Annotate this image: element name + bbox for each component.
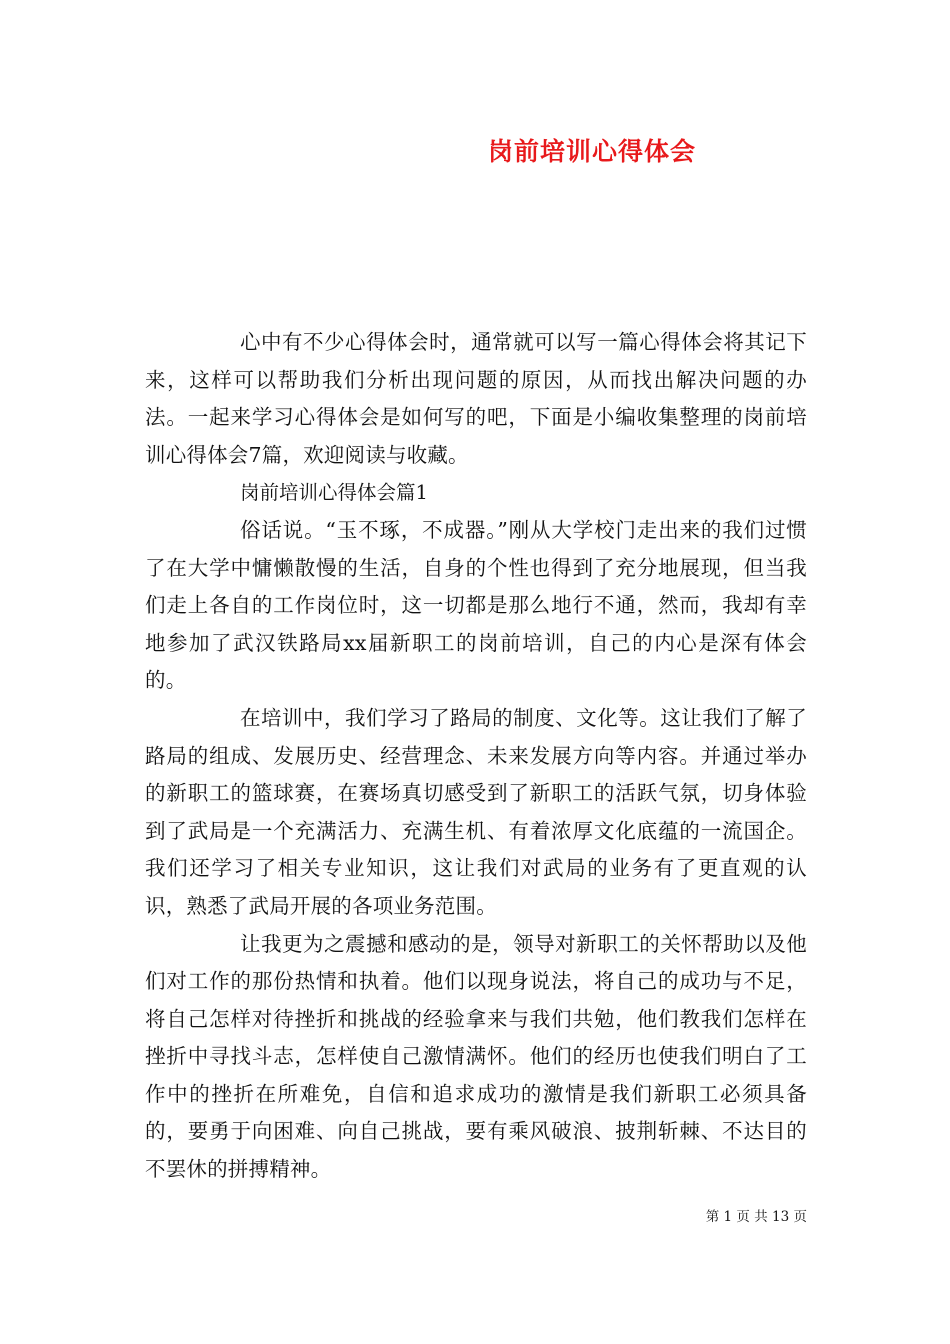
page-number-footer: 第 1 页 共 13 页 [705,1209,807,1225]
section-heading: 岗前培训心得体会篇1 [240,481,428,505]
body-paragraph: 俗话说。“玉不琢，不成器。”刚从大学校门走出来的我们过惯了在大学中慵懒散慢的生活，自身的个性也得到了充分地展现，但当我们走上各自的工作岗位时，这一切都是那么地行不通，然而，我却有幸地参加了武汉铁路局xx届新职工的岗前培训，自己的内心是深有体会的。 [145,517,807,693]
body-paragraph: 在培训中，我们学习了路局的制度、文化等。这让我们了解了路局的组成、发展历史、经营理念、未来发展方向等内容。并通过举办的新职工的篮球赛，在赛场真切感受到了新职工的活跃气氛，切身体验到了武局是一个充满活力、充满生机、有着浓厚文化底蕴的一流国企。我们还学习了相关专业知识，这让我们对武局的业务有了更直观的认识，熟悉了武局开展的各项业务范围。 [145,705,807,918]
body-paragraph: 让我更为之震撼和感动的是，领导对新职工的关怀帮助以及他们对工作的那份热情和执着。他们以现身说法，将自己的成功与不足，将自己怎样对待挫折和挑战的经验拿来与我们共勉，他们教我们怎样在挫折中寻找斗志，怎样使自己激情满怀。他们的经历也使我们明白了工作中的挫折在所难免，自信和追求成功的激情是我们新职工必须具备的，要勇于向困难、向自己挑战，要有乘风破浪、披荆斩棘、不达目的不罢休的拼搏精神。 [145,931,807,1182]
document-title: 岗前培训心得体会 [488,137,697,166]
document-body [145,324,807,1189]
intro-paragraph: 心中有不少心得体会时，通常就可以写一篇心得体会将其记下来，这样可以帮助我们分析出现问题的原因，从而找出解决问题的办法。一起来学习心得体会是如何写的吧，下面是小编收集整理的岗前培训心得体会7篇，欢迎阅读与收藏。 [145,330,807,467]
